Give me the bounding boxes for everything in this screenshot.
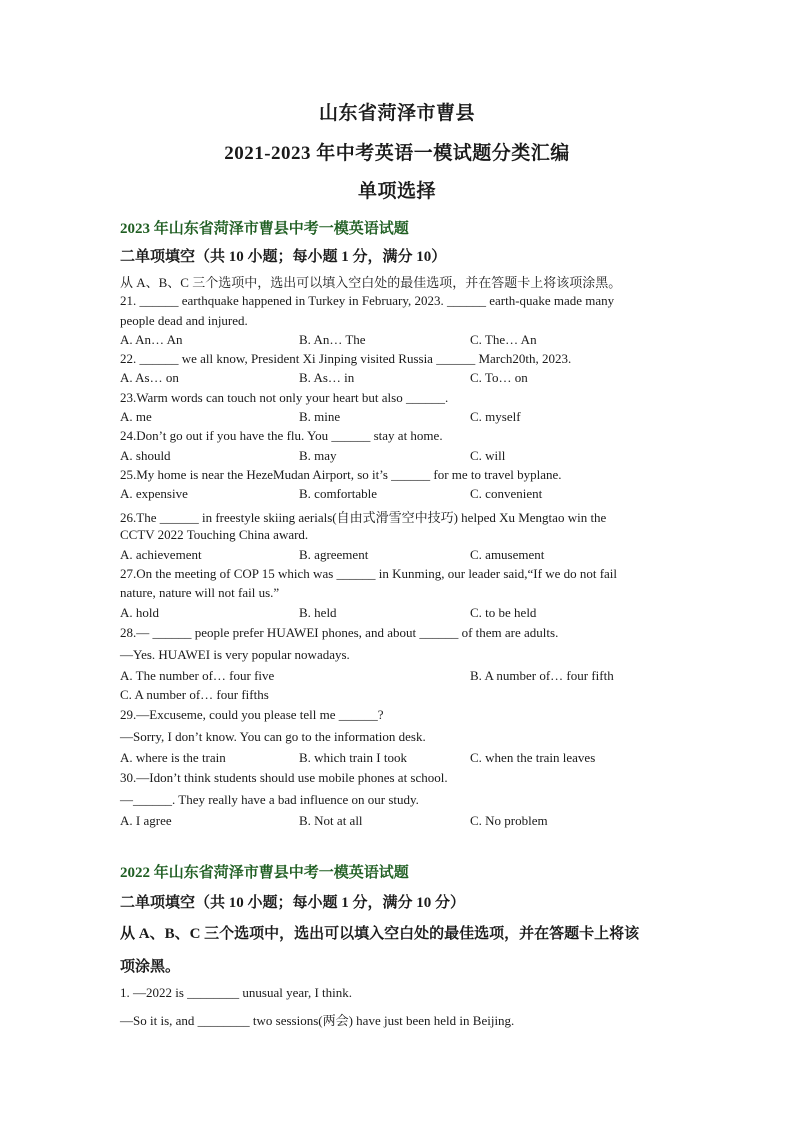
doc-title-main: 2021-2023 年中考英语一模试题分类汇编 (224, 143, 570, 164)
question-22-option-c: C. To… on (470, 370, 528, 385)
question-30-option-a: A. I agree (120, 813, 172, 828)
section-subheading-2022: 二单项填空（共 10 小题；每小题 1 分，满分 10 分） (120, 895, 466, 911)
question-23-option-c: C. myself (470, 409, 521, 424)
question-23-line1: 23.Warm words can touch not only your heart but also ______. (120, 390, 449, 405)
question-29-line1: 29.—Excuseme, could you please tell me ______? (120, 707, 384, 722)
question-29-line2: —Sorry, I don’t know. You can go to the information desk. (120, 729, 426, 744)
question-30-line1: 30.—Idon’t think students should use mobile phones at school. (120, 770, 448, 785)
question-1-line2: —So it is, and ________ two sessions(两会) have just been held in Beijing. (120, 1013, 515, 1028)
question-25-option-a: A. expensive (120, 486, 188, 501)
instruction-2022-line2: 项涂黑。 (120, 959, 181, 975)
question-29-option-c: C. when the train leaves (470, 750, 596, 765)
question-22-line1: 22. ______ we all know, President Xi Jinping visited Russia ______ March20th, 2023. (120, 351, 572, 366)
question-24-option-c: C. will (470, 448, 506, 463)
question-29-option-a: A. where is the train (120, 750, 226, 765)
question-30-option-c: C. No problem (470, 813, 548, 828)
question-24-line1: 24.Don’t go out if you have the flu. You ______ stay at home. (120, 428, 443, 443)
question-23-option-a: A. me (120, 409, 152, 424)
question-27-line1: 27.On the meeting of COP 15 which was ______ in Kunming, our leader said,“If we do not fail (120, 566, 618, 581)
instruction-2023: 从 A、B、C 三个选项中，选出可以填入空白处的最佳选项，并在答题卡上将该项涂黑。 (120, 275, 622, 290)
question-26-option-c: C. amusement (470, 547, 545, 562)
question-28-option-c: C. A number of… four fifths (120, 687, 269, 702)
question-27-line2: nature, nature will not fail us.” (120, 585, 280, 600)
question-23-option-b: B. mine (299, 409, 341, 424)
question-28-line1: 28.— ______ people prefer HUAWEI phones, and about ______ of them are adults. (120, 625, 559, 640)
question-27-option-a: A. hold (120, 605, 159, 620)
question-27-option-b: B. held (299, 605, 337, 620)
question-21-option-c: C. The… An (470, 332, 537, 347)
question-29-option-b: B. which train I took (299, 750, 407, 765)
question-28-option-a: A. The number of… four five (120, 668, 275, 683)
instruction-2022-line1: 从 A、B、C 三个选项中，选出可以填入空白处的最佳选项，并在答题卡上将该 (120, 926, 640, 942)
question-28-line2: —Yes. HUAWEI is very popular nowadays. (120, 647, 350, 662)
question-27-option-c: C. to be held (470, 605, 537, 620)
doc-title-section: 单项选择 (357, 181, 436, 202)
question-24-option-a: A. should (120, 448, 171, 463)
section-heading-2023: 2023 年山东省菏泽市曹县中考一模英语试题 (120, 221, 409, 237)
question-21-option-a: A. An… An (120, 332, 183, 347)
question-26-option-a: A. achievement (120, 547, 202, 562)
question-30-option-b: B. Not at all (299, 813, 363, 828)
doc-title-region: 山东省菏泽市曹县 (318, 103, 475, 124)
section-heading-2022: 2022 年山东省菏泽市曹县中考一模英语试题 (120, 865, 409, 881)
question-21-line2: people dead and injured. (120, 313, 248, 328)
question-30-line2: —______. They really have a bad influence on our study. (120, 792, 419, 807)
question-28-option-b: B. A number of… four fifth (470, 668, 614, 683)
question-22-option-b: B. As… in (299, 370, 355, 385)
question-25-option-c: C. convenient (470, 486, 543, 501)
question-26-line2: CCTV 2022 Touching China award. (120, 527, 309, 542)
question-26-line1: 26.The ______ in freestyle skiing aerials(自由式滑雪空中技巧) helped Xu Mengtao win the (120, 510, 607, 525)
section-subheading-2023: 二单项填空（共 10 小题；每小题 1 分，满分 10） (120, 249, 447, 265)
question-22-option-a: A. As… on (120, 370, 179, 385)
question-26-option-b: B. agreement (299, 547, 369, 562)
question-1-line1: 1. —2022 is ________ unusual year, I think. (120, 985, 353, 1000)
question-24-option-b: B. may (299, 448, 337, 463)
question-21-line1: 21. ______ earthquake happened in Turkey in February, 2023. ______ earth-quake made many (120, 293, 615, 308)
question-21-option-b: B. An… The (299, 332, 366, 347)
question-25-option-b: B. comfortable (299, 486, 377, 501)
question-25-line1: 25.My home is near the HezeMudan Airport, so it’s ______ for me to travel byplane. (120, 467, 562, 482)
